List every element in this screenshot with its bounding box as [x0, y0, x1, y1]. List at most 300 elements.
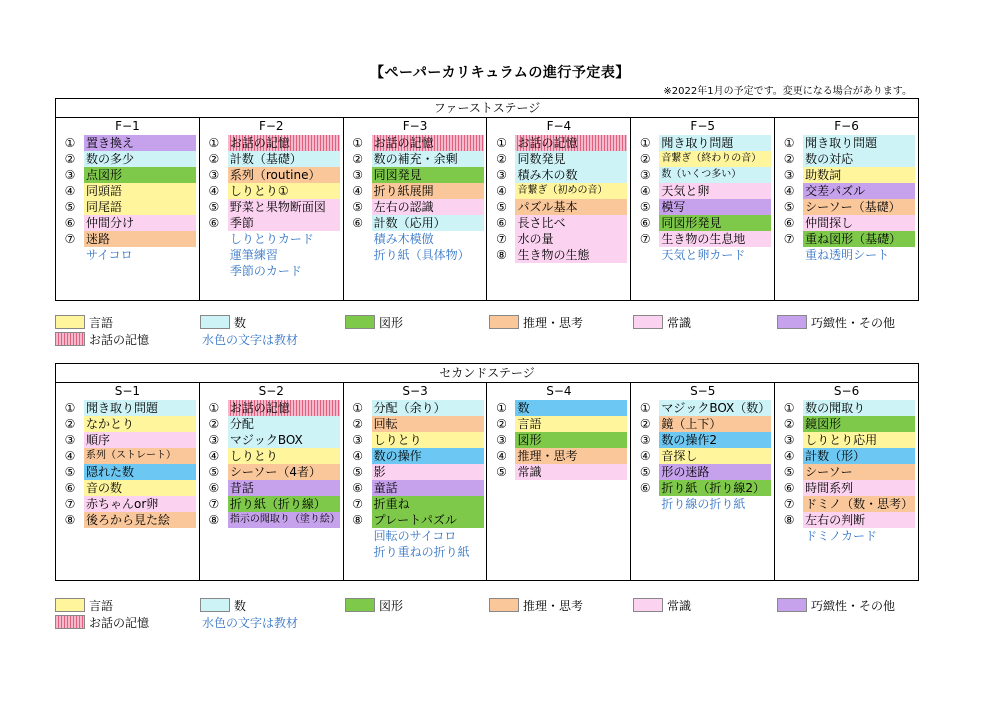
lesson-number: ⑧ — [783, 513, 795, 527]
lesson-number: ④ — [352, 184, 364, 198]
legend-blue-note — [202, 331, 298, 347]
lesson-label: 同図形発見 — [659, 215, 771, 231]
lesson-row — [344, 448, 487, 464]
lesson-number: ⑤ — [496, 465, 507, 479]
lesson-number: ③ — [639, 433, 651, 447]
lesson-label: 常識 — [515, 464, 627, 480]
lesson-number: ① — [208, 136, 220, 150]
lesson-row — [775, 448, 918, 464]
lesson-number: ⑥ — [639, 481, 651, 495]
lesson-number: ② — [64, 417, 76, 431]
lesson-label: 推理・思考 — [515, 448, 627, 464]
material-row — [344, 544, 487, 560]
lesson-list — [344, 400, 487, 560]
lesson-label: 聞き取り問題 — [84, 400, 196, 416]
material-label: 折り紙（具体物） — [373, 248, 470, 262]
lesson-label: 聞き取り問題 — [803, 135, 915, 151]
material-label: 折り重ねの折り紙 — [373, 545, 470, 559]
lesson-label: 形の迷路 — [659, 464, 771, 480]
column-title: S−3 — [402, 384, 428, 398]
lesson-label: 助数詞 — [803, 167, 915, 183]
lesson-label: 言語 — [515, 416, 627, 432]
lesson-number: ⑧ — [208, 513, 220, 527]
lesson-label: 音繋ぎ（初めの音） — [515, 183, 627, 199]
second-stage-table — [55, 363, 919, 581]
lesson-row — [775, 512, 918, 528]
lesson-number: ⑤ — [208, 200, 220, 214]
column-title: S−4 — [546, 384, 572, 398]
lesson-label: 童話 — [372, 480, 484, 496]
lesson-number: ④ — [352, 449, 364, 463]
lesson-list — [200, 400, 343, 528]
lesson-row — [200, 416, 343, 432]
schedule-column — [775, 383, 918, 580]
lesson-label: 数の聞取り — [803, 400, 915, 416]
lesson-number: ⑤ — [639, 465, 651, 479]
lang-swatch — [55, 315, 85, 329]
lesson-row — [775, 496, 918, 512]
lesson-number: ⑥ — [783, 216, 795, 230]
lesson-number: ⑧ — [64, 513, 76, 527]
lesson-label: 数（いくつ多い） — [659, 167, 771, 183]
lesson-row — [775, 464, 918, 480]
legend-logic — [489, 314, 583, 330]
lesson-number: ⑤ — [496, 200, 507, 214]
lesson-row — [631, 215, 774, 231]
lesson-row — [200, 496, 343, 512]
lesson-label: 後ろから見た絵 — [84, 512, 196, 528]
lesson-number: ③ — [64, 433, 76, 447]
lesson-label: 天気と卵 — [659, 183, 771, 199]
legend-common — [633, 597, 691, 613]
lesson-label: 折重ね — [372, 496, 484, 512]
lesson-row — [56, 199, 199, 215]
schedule-column — [631, 383, 775, 580]
lesson-number: ① — [783, 136, 795, 150]
lesson-number: ① — [639, 136, 651, 150]
legend-shape — [345, 597, 403, 613]
column-title: S−5 — [690, 384, 716, 398]
lesson-row — [200, 215, 343, 231]
lesson-row — [344, 496, 487, 512]
lesson-row — [56, 135, 199, 151]
lesson-row — [200, 183, 343, 199]
column-title: S−2 — [258, 384, 284, 398]
lesson-row — [487, 416, 630, 432]
lesson-label: マジックBOX（数） — [661, 401, 771, 415]
lesson-number: ① — [352, 401, 364, 415]
lesson-row — [775, 480, 918, 496]
lesson-label: シーソー（4者） — [228, 464, 340, 480]
lesson-label: 模写 — [659, 199, 771, 215]
schedule-column — [56, 383, 200, 580]
schedule-column — [56, 118, 200, 300]
material-label: 季節のカード — [229, 264, 302, 278]
material-row — [775, 247, 918, 263]
lesson-row — [200, 167, 343, 183]
lesson-row — [631, 416, 774, 432]
lesson-row — [487, 167, 630, 183]
lesson-number: ② — [208, 152, 220, 166]
legend-lang — [55, 314, 113, 330]
column-title: S−1 — [114, 384, 141, 398]
lesson-row — [631, 464, 774, 480]
lesson-label: 鏡（上下） — [659, 416, 771, 432]
lesson-label: 置き換え — [84, 135, 196, 151]
lesson-label: 重ね図形（基礎） — [803, 231, 915, 247]
lesson-row — [775, 151, 918, 167]
lesson-label: 計数（形） — [803, 448, 915, 464]
lesson-label: 同数発見 — [515, 151, 627, 167]
lesson-number: ② — [783, 152, 795, 166]
lesson-label: 同頭語 — [84, 183, 196, 199]
legend-label: 推理・思考 — [523, 315, 584, 330]
lesson-number: ⑤ — [783, 200, 795, 214]
lesson-number: ④ — [783, 449, 795, 463]
lesson-row — [487, 151, 630, 167]
lesson-label: 影 — [372, 464, 484, 480]
lesson-number: ④ — [64, 449, 76, 463]
lesson-row — [200, 199, 343, 215]
lesson-label: 水の量 — [515, 231, 627, 247]
schedule-column — [775, 118, 918, 300]
lesson-row — [200, 151, 343, 167]
lesson-number: ⑤ — [783, 465, 795, 479]
schedule-column — [487, 118, 631, 300]
lesson-number: ⑥ — [352, 481, 364, 495]
lesson-list — [344, 135, 487, 263]
lesson-number: ⑤ — [352, 200, 364, 214]
lesson-row — [631, 167, 774, 183]
stage-columns — [56, 118, 918, 300]
schedule-column — [487, 383, 631, 580]
lesson-row — [56, 400, 199, 416]
schedule-column — [200, 383, 344, 580]
legend-num — [200, 597, 246, 613]
lesson-label: しりとり① — [228, 183, 340, 199]
lesson-row — [344, 215, 487, 231]
lesson-row — [344, 400, 487, 416]
lesson-label: 迷路 — [84, 231, 196, 247]
material-row — [200, 231, 343, 247]
lesson-number: ③ — [208, 168, 220, 182]
lesson-number: ② — [64, 152, 76, 166]
lesson-label: お話の記憶 — [228, 400, 340, 416]
lesson-row — [487, 231, 630, 247]
lesson-number: ④ — [208, 184, 220, 198]
lesson-number: ⑥ — [208, 481, 220, 495]
lesson-row — [631, 480, 774, 496]
lesson-row — [775, 167, 918, 183]
lesson-row — [631, 448, 774, 464]
legend-label: 巧緻性・その他 — [811, 315, 896, 330]
lesson-number: ④ — [496, 449, 507, 463]
lesson-number: ④ — [639, 184, 651, 198]
lesson-row — [56, 512, 199, 528]
lesson-list — [200, 135, 343, 279]
lesson-number: ① — [496, 136, 507, 150]
lesson-label: 交差パズル — [803, 183, 915, 199]
legend-label: 数 — [234, 315, 247, 330]
lesson-label: 折り紙（折り線2） — [659, 480, 771, 496]
lesson-row — [775, 400, 918, 416]
lesson-number: ③ — [352, 433, 364, 447]
lesson-number: ② — [352, 417, 364, 431]
lesson-label: 時間系列 — [803, 480, 915, 496]
material-row — [344, 528, 487, 544]
legend-label: 水色の文字は教材 — [202, 615, 299, 630]
lesson-label: 同図発見 — [372, 167, 484, 183]
lesson-row — [487, 464, 630, 480]
material-row — [200, 247, 343, 263]
lesson-row — [631, 400, 774, 416]
lesson-row — [56, 480, 199, 496]
lesson-row — [200, 480, 343, 496]
legend-label: お話の記憶 — [89, 332, 150, 347]
lesson-row — [344, 183, 487, 199]
lesson-row — [56, 432, 199, 448]
lesson-label: 指示の聞取り（塗り絵） — [228, 512, 340, 528]
lesson-number: ③ — [783, 433, 795, 447]
lesson-row — [200, 448, 343, 464]
legend-label: 言語 — [89, 598, 114, 613]
lesson-row — [775, 432, 918, 448]
lesson-label: 点図形 — [84, 167, 196, 183]
lesson-label: シーソー — [803, 464, 915, 480]
legend-label: 常識 — [667, 598, 692, 613]
lesson-number: ① — [639, 401, 651, 415]
material-row — [344, 231, 487, 247]
lesson-row — [631, 432, 774, 448]
lesson-list — [631, 135, 774, 263]
lesson-row — [56, 496, 199, 512]
lesson-label: 鏡図形 — [803, 416, 915, 432]
lesson-number: ⑧ — [352, 513, 364, 527]
lesson-label: 計数（応用） — [372, 215, 484, 231]
lesson-list — [775, 400, 918, 544]
legend-story — [55, 331, 149, 347]
lesson-label: お話の記憶 — [228, 135, 340, 151]
lesson-row — [487, 247, 630, 263]
lesson-row — [631, 135, 774, 151]
lesson-number: ② — [352, 152, 364, 166]
lesson-label: 数の操作 — [372, 448, 484, 464]
lesson-row — [56, 183, 199, 199]
column-title: F−5 — [690, 119, 716, 133]
legend-label: 言語 — [89, 315, 114, 330]
schedule-note: ※2022年1月の予定です。変更になる場合があります。 — [663, 86, 912, 97]
lesson-row — [200, 464, 343, 480]
lesson-label: 仲間探し — [803, 215, 915, 231]
lesson-number: ⑤ — [639, 200, 651, 214]
lesson-row — [775, 135, 918, 151]
lesson-row — [631, 151, 774, 167]
lesson-label: 回転 — [372, 416, 484, 432]
lesson-label: 野菜と果物断面図 — [228, 199, 340, 215]
lesson-number: ⑤ — [208, 465, 220, 479]
lesson-label: 折り紙（折り線） — [228, 496, 340, 512]
legend-first — [55, 314, 919, 350]
lesson-row — [775, 215, 918, 231]
lesson-number: ⑦ — [639, 232, 651, 246]
column-title: F−1 — [115, 119, 140, 133]
lesson-number: ② — [208, 417, 220, 431]
lesson-list — [775, 135, 918, 263]
lesson-label: ドミノ（数・思考） — [805, 497, 914, 511]
lesson-number: ③ — [639, 168, 651, 182]
stage-header: セカンドステージ — [56, 364, 918, 383]
lesson-label: 音探し — [659, 448, 771, 464]
legend-blue-note — [202, 614, 298, 630]
lesson-label: 順序 — [84, 432, 196, 448]
material-row — [631, 247, 774, 263]
lesson-number: ⑧ — [496, 248, 507, 262]
lesson-label: なかとり — [84, 416, 196, 432]
lesson-row — [344, 512, 487, 528]
lesson-label: プレートパズル — [372, 512, 484, 528]
column-title: F−6 — [834, 119, 859, 133]
logic-swatch — [489, 315, 519, 329]
shape-swatch — [345, 598, 375, 612]
column-title: S−6 — [833, 384, 860, 398]
lesson-number: ⑤ — [64, 465, 76, 479]
lesson-label: 音の数 — [84, 480, 196, 496]
num-swatch — [200, 598, 230, 612]
lesson-label: 左右の判断 — [803, 512, 915, 528]
legend-label: 巧緻性・その他 — [811, 598, 896, 613]
lesson-number: ④ — [639, 449, 651, 463]
lesson-label: マジックBOX — [228, 432, 340, 448]
lesson-label: 計数（基礎） — [228, 151, 340, 167]
material-row — [631, 496, 774, 512]
lesson-number: ⑦ — [783, 497, 795, 511]
lesson-label: 数の対応 — [803, 151, 915, 167]
lesson-label: 数の補充・余剰 — [372, 151, 484, 167]
lesson-row — [200, 432, 343, 448]
lesson-number: ⑥ — [496, 216, 507, 230]
lesson-row — [344, 432, 487, 448]
skill-swatch — [777, 598, 807, 612]
legend-lang — [55, 597, 113, 613]
lesson-list — [56, 135, 199, 263]
lesson-row — [200, 400, 343, 416]
material-row — [344, 247, 487, 263]
lesson-label: 音繋ぎ（終わりの音） — [659, 151, 771, 167]
schedule-column — [344, 118, 488, 300]
lesson-number: ⑦ — [496, 232, 507, 246]
lesson-row — [487, 183, 630, 199]
lesson-row — [775, 183, 918, 199]
schedule-column — [631, 118, 775, 300]
lesson-number: ② — [783, 417, 795, 431]
lesson-number: ③ — [352, 168, 364, 182]
lesson-list — [487, 400, 630, 480]
lesson-number: ⑥ — [352, 216, 364, 230]
lesson-row — [487, 400, 630, 416]
lesson-row — [344, 167, 487, 183]
lesson-number: ⑦ — [208, 497, 220, 511]
lesson-label: 折り紙展開 — [372, 183, 484, 199]
lesson-row — [487, 135, 630, 151]
material-label: サイコロ — [86, 248, 133, 262]
legend-skill — [777, 597, 895, 613]
lesson-label: 生き物の生態 — [515, 247, 627, 263]
lesson-row — [200, 135, 343, 151]
legend-label: お話の記憶 — [89, 615, 150, 630]
column-title: F−4 — [546, 119, 572, 133]
lesson-row — [344, 416, 487, 432]
lesson-row — [631, 199, 774, 215]
material-label: しりとりカード — [229, 232, 314, 246]
lesson-row — [631, 183, 774, 199]
legend-label: 水色の文字は教材 — [202, 332, 299, 347]
lesson-label: 系列（routine） — [228, 167, 340, 183]
legend-logic — [489, 597, 583, 613]
column-title: F−2 — [258, 119, 284, 133]
lesson-number: ⑦ — [783, 232, 795, 246]
story-swatch — [55, 615, 85, 629]
lesson-number: ⑦ — [64, 497, 76, 511]
lesson-number: ③ — [496, 433, 507, 447]
lesson-number: ① — [496, 401, 507, 415]
lesson-number: ③ — [783, 168, 795, 182]
lesson-row — [344, 464, 487, 480]
lesson-number: ④ — [208, 449, 220, 463]
lesson-number: ② — [496, 417, 507, 431]
lesson-row — [200, 512, 343, 528]
lesson-label: 隠れた数 — [84, 464, 196, 480]
stage-header: ファーストステージ — [56, 99, 918, 118]
lesson-row — [775, 199, 918, 215]
lesson-number: ⑤ — [64, 200, 76, 214]
num-swatch — [200, 315, 230, 329]
material-label: 重ね透明シート — [805, 248, 890, 262]
legend-num — [200, 314, 246, 330]
common-swatch — [633, 598, 663, 612]
material-label: 運筆練習 — [229, 248, 278, 262]
lesson-number: ③ — [496, 168, 507, 182]
lesson-label: 数の多少 — [84, 151, 196, 167]
legend-label: 常識 — [667, 315, 692, 330]
material-label: 折り線の折り紙 — [661, 497, 746, 511]
lesson-label: 同尾語 — [84, 199, 196, 215]
legend-skill — [777, 314, 895, 330]
common-swatch — [633, 315, 663, 329]
lesson-row — [56, 448, 199, 464]
lesson-label: 分配（余り） — [372, 400, 484, 416]
legend-shape — [345, 314, 403, 330]
lesson-number: ⑥ — [64, 481, 76, 495]
lesson-row — [56, 231, 199, 247]
stage-columns — [56, 383, 918, 580]
material-label: 回転のサイコロ — [373, 529, 457, 543]
lesson-label: パズル基本 — [515, 199, 627, 215]
lesson-row — [56, 151, 199, 167]
legend-story — [55, 614, 149, 630]
lesson-label: お話の記憶 — [515, 135, 627, 151]
lesson-number: ⑤ — [352, 465, 364, 479]
material-row — [56, 247, 199, 263]
lesson-label: 数の操作2 — [659, 432, 771, 448]
lesson-number: ④ — [783, 184, 795, 198]
schedule-column — [200, 118, 344, 300]
lang-swatch — [55, 598, 85, 612]
legend-label: 推理・思考 — [523, 598, 584, 613]
lesson-label: 生き物の生息地 — [659, 231, 771, 247]
lesson-label: 分配 — [228, 416, 340, 432]
material-row — [775, 528, 918, 544]
lesson-row — [344, 199, 487, 215]
